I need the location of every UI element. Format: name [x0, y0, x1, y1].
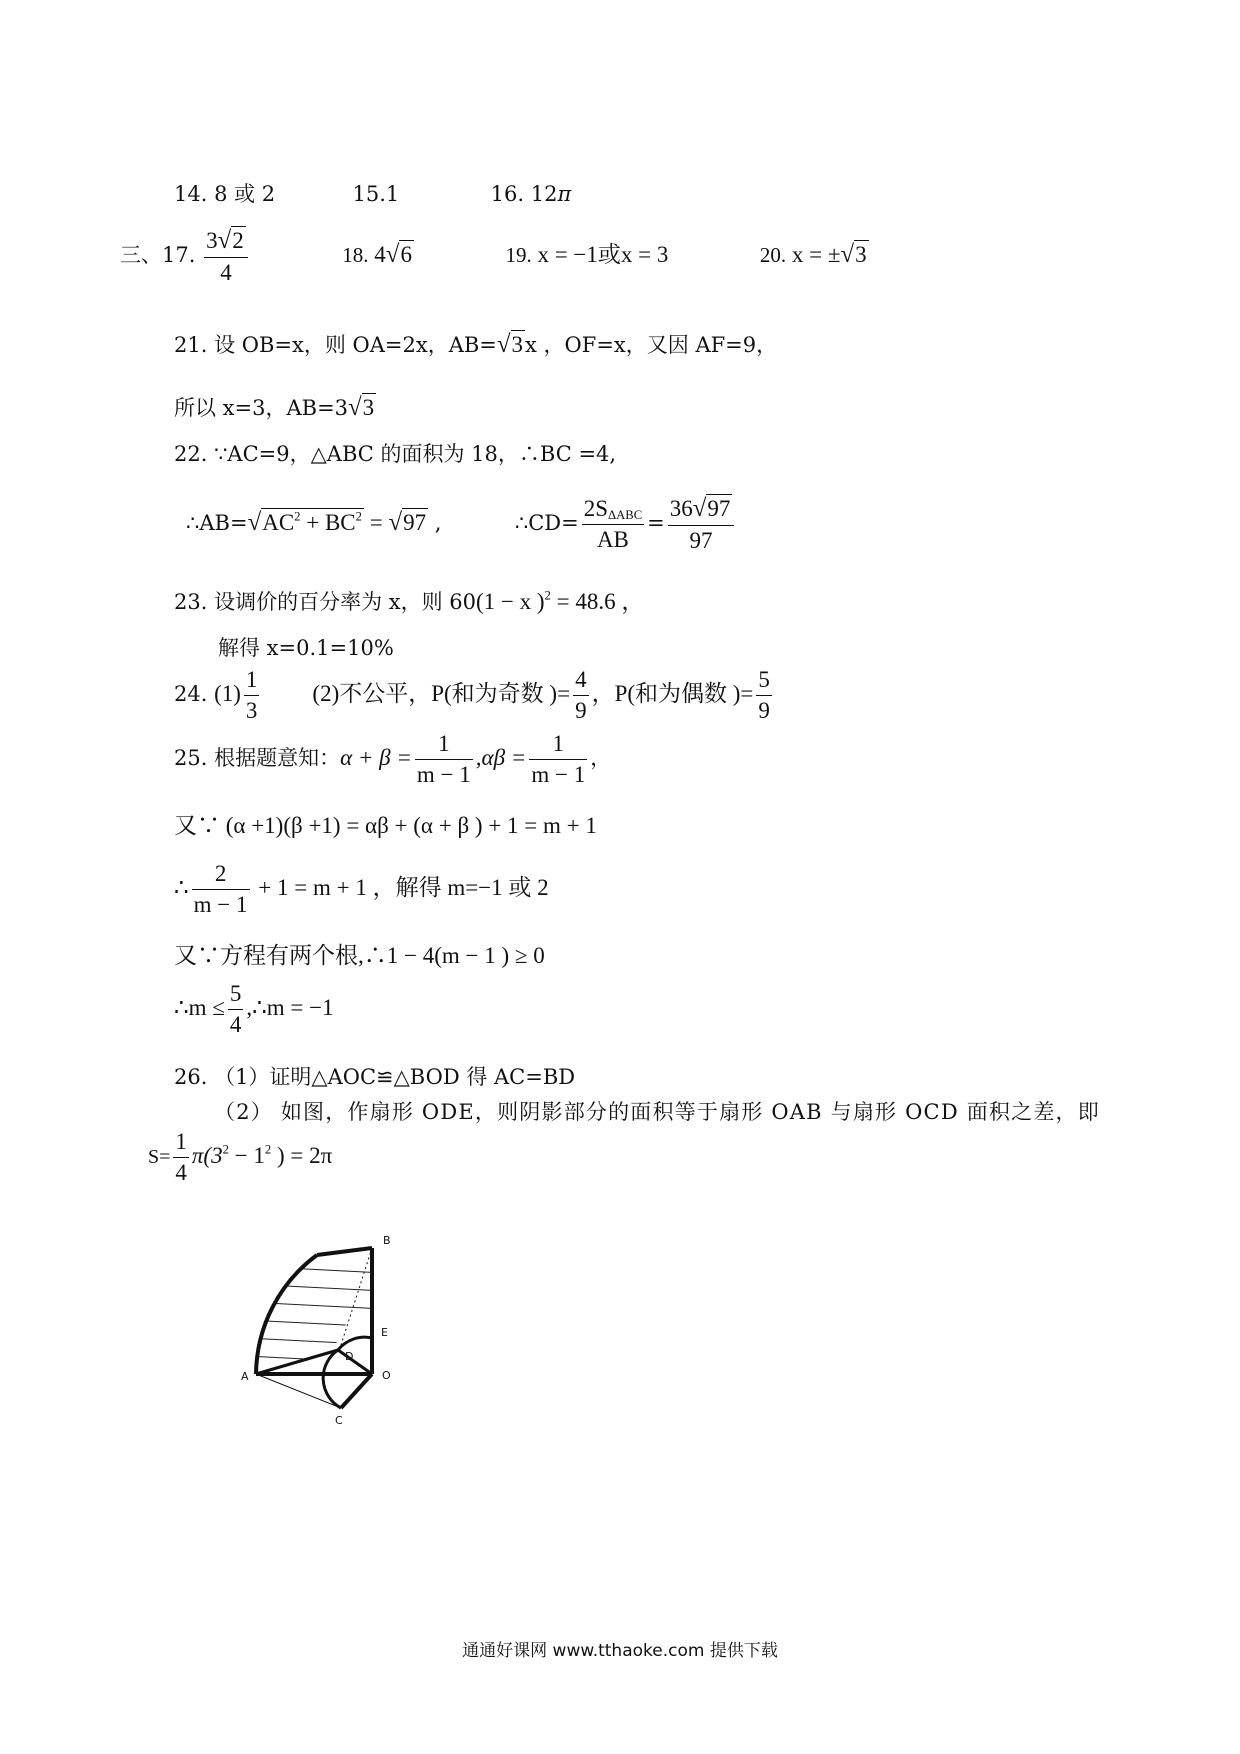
p26-sq2: 2 [264, 1142, 272, 1157]
p25-f1-den: m − 1 [416, 762, 471, 788]
p22-text-a: 22. ∵AC=9，△ABC 的面积为 18，∴BC =4, [174, 442, 617, 466]
problem-24 [174, 668, 775, 723]
a17-denominator: 4 [220, 260, 232, 286]
answer-14: 14. 8 或 2 [174, 182, 276, 206]
p25-f2-den: m − 1 [531, 762, 586, 788]
p22-comma: , [428, 511, 442, 536]
problem-23-line-1 [174, 590, 644, 613]
p26-f-den: 4 [175, 1160, 187, 1186]
p21-text-c: 所以 x=3，AB=3 [174, 396, 349, 420]
p25-comma: ， [590, 745, 612, 770]
problem-22-line-2: $\therefore AB=√AC^2 + BC^2 = √97$ , ∴CD= $\frac{2S_{\Delta ABC}}{AB}$ = $\frac{36√97}{97}$ [186, 496, 737, 553]
p24-part3: ，P(和为偶数 )= [591, 680, 754, 706]
p24-part1: (1) [214, 680, 241, 706]
p24-f3-den: 9 [758, 698, 770, 724]
p21-text-a: 21. 设 OB=x，则 OA=2x，AB= [174, 333, 497, 357]
p24-fraction-2 [573, 668, 589, 723]
answer-16: 16. 12 [490, 182, 558, 206]
p24-label: 24. [174, 681, 215, 706]
answer-row-14-16 [174, 184, 571, 205]
problem-25-line-1 [174, 732, 611, 787]
p25-m-le: ∴m ≤ [174, 994, 225, 1020]
p22-sq2: 2 [355, 509, 362, 524]
p25-f1-num: 1 [415, 732, 473, 760]
hatch-pattern [245, 1248, 385, 1381]
p22-cd-fraction [582, 497, 644, 552]
label-a: A [241, 1370, 249, 1383]
arc-dc [323, 1350, 341, 1408]
p22-eq: = [363, 510, 389, 536]
answer-row-17-20: 三、17. $\frac{3√2}{4}$ 18. 4√6 19. x = −1或x = 3 20. x = ±√3 [120, 227, 867, 286]
p21-radicand: 3 [511, 332, 524, 357]
problem-25-line-5 [174, 982, 334, 1037]
label-19: 19. [505, 242, 532, 267]
label-b: B [383, 1234, 391, 1247]
p21-radicand-2: 3 [362, 395, 375, 420]
p22-result-fraction: $\frac{36√97}{97}$ [668, 496, 735, 553]
answer-15: 15.1 [352, 182, 400, 206]
p25-f3-den: m − 1 [193, 892, 248, 918]
a17-radicand: 2 [232, 228, 244, 253]
sector-figure [225, 1208, 425, 1427]
p25-fraction-3 [192, 862, 250, 917]
p22-2s: 2S [583, 495, 608, 521]
p22-eq2: = [647, 511, 665, 536]
segment-od [338, 1350, 372, 1374]
page-footer: 通通好课网 www.tthaoke.com 提供下载 [462, 1641, 778, 1661]
problem-26-line-1 [174, 1067, 575, 1088]
p25-sum: α + β = [340, 744, 412, 770]
p23-result: = 48.6 ， [550, 589, 645, 614]
p25-product: ,αβ = [475, 744, 527, 770]
p26-f-num: 1 [173, 1130, 189, 1158]
p26-pi-open: π(3 [191, 1142, 223, 1168]
label-18: 18. [342, 242, 369, 267]
a18-coef: 4 [374, 241, 386, 267]
p22-ac: AC [262, 510, 295, 536]
p24-f1-num: 1 [244, 668, 260, 696]
outer-arc-ab [256, 1255, 317, 1374]
segment-ac [256, 1374, 341, 1408]
p22-ab-label: ∴AB= [186, 511, 248, 536]
problem-25-line-2 [174, 814, 597, 837]
label-c: C [335, 1414, 343, 1427]
p25-identity: 又∵ (α +1)(β +1) = αβ + (α + β ) + 1 = m + 1 [174, 813, 597, 838]
p25-f4-num: 5 [228, 982, 244, 1010]
p22-bc: + BC [300, 510, 356, 536]
problem-26-line-2 [214, 1102, 1100, 1123]
p25-f4-den: 4 [229, 1012, 242, 1038]
p25-fraction-4 [228, 982, 244, 1037]
problem-25-line-3 [174, 862, 549, 917]
p26-s-label: S= [148, 1145, 171, 1168]
p25-label: 25. 根据题意知： [174, 745, 341, 770]
p24-f1-den: 3 [245, 698, 258, 724]
p23-sq: 2 [544, 588, 551, 603]
segment-co [341, 1374, 372, 1408]
p26-result: ) = 2π [271, 1142, 333, 1168]
problem-21-line-1: 21. 设 OB=x，则 OA=2x，AB=√3x ，OF=x，又因 AF=9， [174, 331, 778, 358]
problem-23-line-2 [218, 638, 394, 659]
p22-36: 36 [669, 496, 693, 521]
segment-bd [340, 1248, 372, 1348]
p24-f2-den: 9 [575, 698, 587, 724]
answer-20: x = ± [791, 241, 841, 267]
p25-therefore: ∴ [174, 874, 189, 900]
p22-sq: 2 [294, 509, 301, 524]
p25-f3-num: 2 [192, 862, 250, 890]
pi-symbol: π [557, 182, 572, 206]
p24-f3-num: 5 [756, 668, 772, 696]
p22-sub: ΔABC [608, 508, 643, 523]
problem-25-line-4 [174, 944, 545, 967]
label-20: 20. [759, 242, 787, 267]
p26-part1: 26. （1）证明△AOC≌△BOD 得 AC=BD [174, 1065, 576, 1089]
problem-21-line-2: 所以 x=3，AB=3√3 [174, 394, 375, 421]
p24-f2-num: 4 [573, 668, 589, 696]
p26-minus: − 1 [228, 1142, 265, 1168]
a18-radicand: 6 [400, 241, 412, 267]
p26-sq1: 2 [222, 1142, 229, 1157]
p25-solve: + 1 = m + 1 ，解得 m=−1 或 2 [252, 874, 549, 900]
problem-26-line-3 [148, 1130, 332, 1185]
p22-ab-den: AB [596, 527, 629, 553]
section-17: 三、17. [120, 242, 196, 267]
p25-f2-num: 1 [529, 732, 587, 760]
p22-97-rad: 97 [707, 496, 731, 521]
problem-22-line-1 [174, 444, 616, 465]
p24-fraction-3 [756, 668, 772, 723]
p25-m-result: ,∴m = −1 [246, 994, 334, 1020]
a20-radicand: 3 [855, 241, 867, 267]
p25-fraction-1 [415, 732, 473, 787]
label-d: D [345, 1350, 354, 1363]
p22-97: 97 [403, 510, 427, 536]
p23-expr: (1 − x ) [476, 589, 545, 614]
segment-top [317, 1248, 372, 1255]
p22-cd-label: ∴CD= [514, 511, 579, 536]
p21-text-b: x ，OF=x，又因 AF=9， [525, 333, 778, 357]
a17-coef: 3 [206, 228, 218, 253]
p25-condition: 又∵方程有两个根,∴1 − 4(m − 1 ) ≥ 0 [174, 943, 545, 968]
p24-fraction-1 [244, 668, 260, 723]
p26-part2: （2） 如图，作扇形 ODE，则阴影部分的面积等于扇形 OAB 与扇形 OCD 面积之差，即 [214, 1100, 1100, 1124]
answer-17-fraction: $\frac{3√2}{4}$ [204, 228, 248, 285]
p23-text-a: 23. 设调价的百分率为 x，则 60 [174, 590, 476, 614]
p23-solution: 解得 x=0.1=10% [218, 636, 394, 660]
label-o: O [382, 1369, 391, 1382]
p26-fraction [173, 1130, 189, 1185]
answer-19: x = −1或x = 3 [537, 241, 669, 267]
p25-fraction-2 [529, 732, 587, 787]
p22-97-den: 97 [689, 528, 713, 554]
p24-part2: (2)不公平，P(和为奇数 )= [312, 680, 571, 706]
label-e: E [381, 1326, 388, 1339]
